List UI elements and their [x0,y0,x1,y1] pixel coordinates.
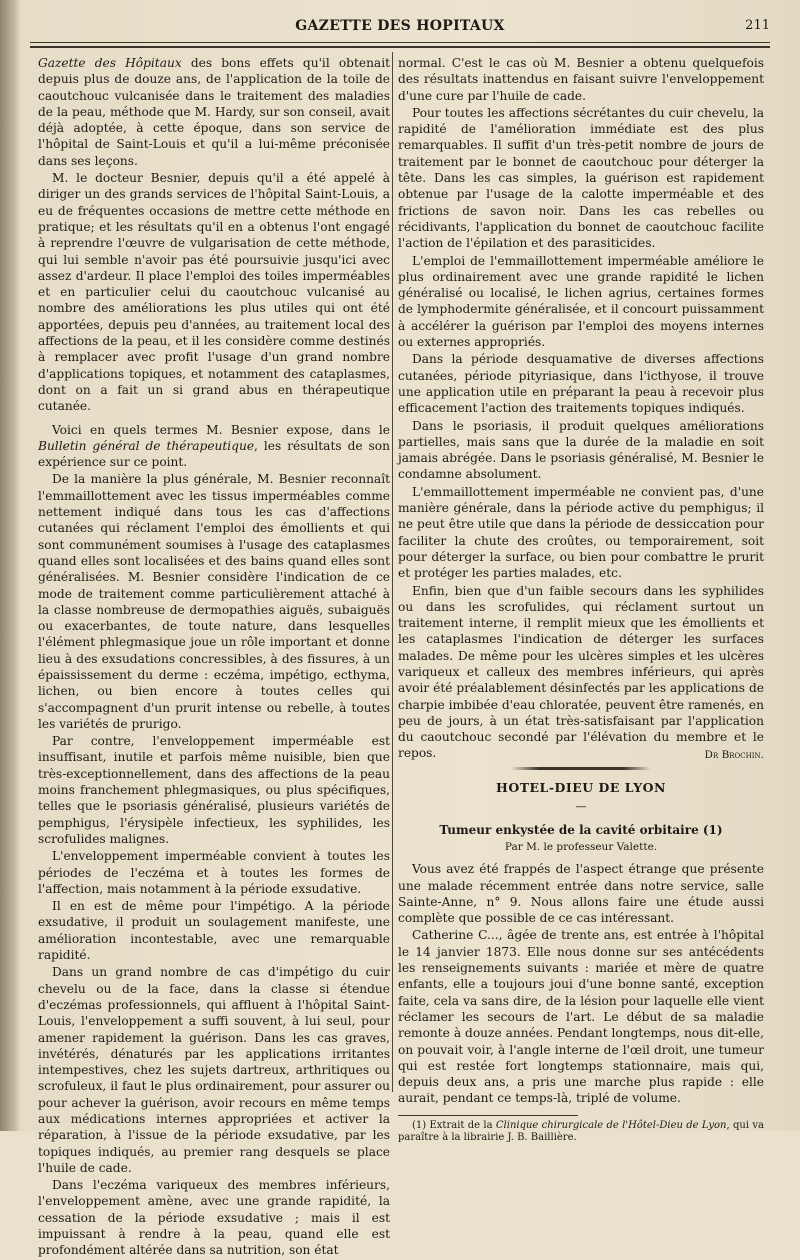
paragraph: Pour toutes les affections sécrétantes du cuir chevelu, la rapidité de l'amélioration immédiate est des plus remarquables. Il suffit d'un très-petit nombre de jours de traitement par le bonnet de caoutchouc pour déterger la tête. Dans les cas simples, la guérison est rapidement obtenue par l'usage de la calotte imperméable et des frictions de savon noir. Dans les cas rebelles ou récidivants, l'application du bonnet de caoutchouc facilite l'action de l'épilation et des parasiticides. [398,105,764,251]
article-title: Tumeur enkystée de la cavité orbitaire (1) [439,822,723,837]
paragraph: L'emploi de l'emmaillottement imperméable améliore le plus ordinairement avec une grande rapidité le lichen généralisé ou localisé, le lichen agrius, certaines formes de lymphodermite généralisée, et il concourt puissamment à accélérer la guérison par l'emploi des moyens internes ou externes appropriés. [398,253,764,350]
binding-gutter [0,0,20,1131]
header-rule [30,42,770,43]
paragraph: Enfin, bien que d'un faible secours dans les syphilides ou dans les scrofulides, qui réclament surtout un traitement interne, il remplit mieux que les émollients et les cataplasmes l'indication de déterger les surfaces malades. De même pour les ulcères simples et les ulcères variqueux et calleux des membres inférieurs, qui après avoir été préalablement désinfectés par les applications de charpie imbibée d'eau chloratée, peuvent être ramenés, en peu de jours, à un état très-satisfaisant par l'application du caoutchouc secondé par l'élévation du membre et le repos. [398,583,764,761]
paragraph: M. le docteur Besnier, depuis qu'il a été appelé à diriger un des grands services de l'hôpital Saint-Louis, a eu de fréquentes occasions de mettre cette méthode en pratique; et les résultats qu'il en a obtenus l'ont engagé à reprendre l'œuvre de vulgarisation de cette méthode, qui lui semble n'avoir pas été poursuivie jusqu'ici avec assez d'ardeur. Il place l'emploi des toiles imperméables et en particulier celui du caoutchouc vulcanisé au nombre des améliorations les plus utiles qui ont été apportées, depuis peu d'années, au traitement local des affections de la peau, et il les considère comme destinés à remplacer avec profit l'usage d'un grand nombre d'applications topiques, et notamment des cataplasmes, dont on a fait un si grand abus en thérapeutique cutanée. [38,171,390,414]
paragraph: normal. C'est le cas où M. Besnier a obtenu quelquefois des résultats inattendus en faisant suivre l'enveloppement d'une cure par l'huile de cade. [398,56,764,103]
footnote: (1) Extrait de la Clinique chirurgicale de l'Hôtel-Dieu de Lyon, qui va paraître à la librairie J. B. Baillière. [398,1119,764,1144]
header-rule-thick [30,46,770,48]
ornamental-rule [511,767,651,770]
section-heading: HOTEL-DIEU DE LYON [496,780,666,796]
page-number: 211 [745,18,770,33]
paragraph: Dans le psoriasis, il produit quelques améliorations partielles, mais sans que la durée de la maladie en soit jamais abrégée. Dans le psoriasis généralisé, M. Besnier le condamne absolument. [398,418,764,482]
section-dash: — [575,800,587,814]
paragraph: Par contre, l'enveloppement imperméable est insuffisant, inutile et parfois même nuisible, bien que très-exceptionnellement, dans des affections de la peau moins franchement phlegmasiques, ou plus spécifiques, telles que le psoriasis généralisé, plusieurs variétés de pemphigus, l'érysipèle infectieux, les syphilides, les scrofulides malignes. [38,734,390,846]
journal-title: GAZETTE DES HOPITAUX [295,18,505,34]
paragraph: L'emmaillottement imperméable ne convient pas, d'une manière générale, dans la période active du pemphigus; il ne peut être utile que dans la période de dessiccation pour faciliter la chute des croûtes, ou temporairement, soit pour déterger la surface, ou bien pour combattre le prurit et protéger les parties malades, etc. [398,484,764,581]
paragraph: Gazette des Hôpitaux des bons effets qu'il obtenait depuis plus de douze ans, de l'application de la toile de caoutchouc vulcanisée dans le traitement des maladies de la peau, méthode que M. Hardy, sur son conseil, avait déjà adoptée, à cette époque, dans son service de l'hôpital de Saint-Louis et qu'il a lui-même préconisée dans ses leçons. [38,56,390,168]
paragraph: Dans l'eczéma variqueux des membres inférieurs, l'enveloppement amène, avec une grande rapidité, la cessation de la période exsudative ; mais il est impuissant à rendre à la peau, quand elle est profondément altérée dans sa nutrition, son état [38,1178,390,1258]
italic-lead: Gazette des Hôpitaux [38,56,182,70]
paragraph: De la manière la plus générale, M. Besnier reconnaît l'emmaillottement avec les tissus imperméables comme nettement indiqué dans tous les cas d'affections cutanées qui réclament l'emploi des émollients et qui sont communément soumises à l'usage des cataplasmes quand elles sont localisées et des bains quand elles sont généralisées. M. Besnier considère l'indication de ce mode de traitement comme particulièrement attaché à la classe nombreuse de dermopathies aiguës, subaiguës ou exacerbantes, de toute nature, dans lesquelles l'élément phlegmasique joue un rôle important et donne lieu à des exsudations concressibles, à des fissures, à un épaississement du derme : eczéma, impétigo, ecthyma, lichen, ou bien encore à toutes celles qui s'accompagnent d'un prurit intense ou rebelle, à toutes les variétés de prurigo. [38,472,390,731]
page-header [30,18,770,40]
paragraph: Dans un grand nombre de cas d'impétigo du cuir chevelu ou de la face, dans la classe si étendue d'eczémas professionnels, qui affluent à l'hôpital Saint-Louis, l'enveloppement a suffi souvent, à lui seul, pour amener rapidement la guérison. Dans les cas graves, invétérés, dénaturés par les applications irritantes intempestives, chez les sujets dartreux, arthritiques ou scrofuleux, il faut le plus ordinairement, pour assurer ou pour achever la guérison, avoir recours en même temps aux médications internes appropriées et activer la réparation, à l'issue de la période exsudative, par les topiques indiqués, au premier rang desquels se place l'huile de cade. [38,965,390,1175]
book-title: Clinique chirurgicale de l'Hôtel-Dieu de Lyon [495,1119,727,1131]
author-signature: Dr Brochin. [704,748,764,761]
right-column [398,55,764,1146]
footnote-rule [398,1115,578,1116]
article-byline: Par M. le professeur Valette. [504,840,658,853]
paragraph: Vous avez été frappés de l'aspect étrange que présente une malade récemment entrée dans notre service, salle Sainte-Anne, n° 9. Nous allons faire une étude aussi complète que possible de ce cas intéressant. [398,862,764,926]
journal-reference: Bulletin général de thérapeutique [38,438,255,453]
paragraph: L'enveloppement imperméable convient à toutes les périodes de l'eczéma et à toutes les formes de l'affection, mais notamment à la période exsudative. [38,849,390,896]
left-column [38,55,390,1260]
column-divider [392,52,393,1092]
paragraph: Catherine C..., âgée de trente ans, est entrée à l'hôpital le 14 janvier 1873. Elle nous donne sur ses antécédents les renseignements suivants : mariée et mère de quatre enfants, elle a toujours joui d'une bonne santé, exception faite, cela va sans dire, de la lésion pour laquelle elle vient réclamer les secours de l'art. Le début de sa maladie remonte à douze années. Pendant longtemps, nous dit-elle, on pouvait voir, à l'angle interne de l'œil droit, une tumeur qui est restée fort longtemps stationnaire, mais qui, depuis deux ans, a pris une marche plus rapide : elle aurait, pendant ce temps-là, triplé de volume. [398,928,764,1106]
paragraph: Voici en quels termes M. Besnier expose, dans le Bulletin général de thérapeutique, les résultats de son expérience sur ce point. [38,422,390,470]
paragraph: Dans la période desquamative de diverses affections cutanées, période pityriasique, dans l'icthyose, il trouve une application utile en préparant la peau à recevoir plus efficacement l'action des traitements topiques indiqués. [398,352,764,416]
paragraph: Il en est de même pour l'impétigo. A la période exsudative, il produit un soulagement manifeste, une amélioration incontestable, avec une remarquable rapidité. [38,899,390,963]
